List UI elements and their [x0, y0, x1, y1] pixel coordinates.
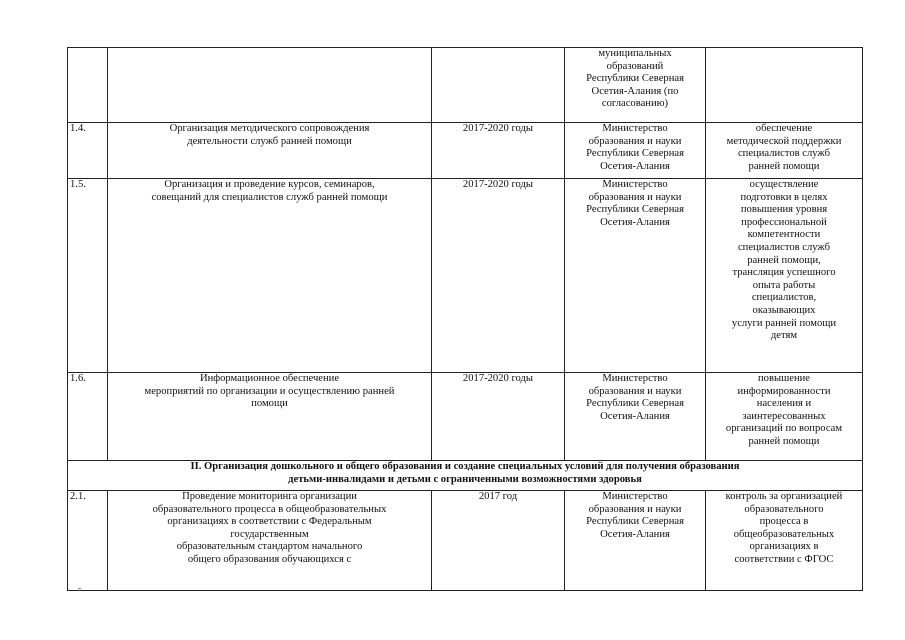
period-cell: 2017 год: [432, 491, 565, 591]
activity-cell: Организация методического сопровождения деятельности служб ранней помощи: [108, 123, 432, 179]
activity-cell: Проведение мониторинга организации образовательного процесса в общеобразовательных организациях в соответствии с Федеральным государственным образовательным стандартом начального общего образования обучающихся с: [108, 491, 432, 591]
result-cell: обеспечение методической поддержки специалистов служб ранней помощи: [706, 123, 863, 179]
period-cell: 2017-2020 годы: [432, 123, 565, 179]
activity-cell: Информационное обеспечение мероприятий по организации и осуществлению ранней помощи: [108, 373, 432, 461]
table-row: [68, 179, 863, 373]
table-row: [68, 491, 863, 591]
table-row: [68, 373, 863, 461]
result-cell: осуществление подготовки в целях повышения уровня профессиональной компетентности специалистов служб ранней помощи, трансляция успешного опыта работы специалистов, оказывающих услуги ранней помощи детям: [706, 179, 863, 373]
executor-cell: Министерство образования и науки Республики Северная Осетия-Алания: [565, 179, 706, 373]
activity-cell: [108, 48, 432, 123]
period-cell: [432, 48, 565, 123]
executor-cell: Министерство образования и науки Республики Северная Осетия-Алания: [565, 491, 706, 591]
section-header-row: [68, 461, 863, 491]
table-row: [68, 123, 863, 179]
period-cell: 2017-2020 годы: [432, 373, 565, 461]
row-number: 2.1.: [68, 491, 108, 591]
row-number: 1.6.: [68, 373, 108, 461]
program-table: [67, 47, 863, 591]
row-number: 1.5.: [68, 179, 108, 373]
section-title: II. Организация дошкольного и общего образования и создание специальных условий для получения образования детьми-инвалидами и детьми с ограниченными возможностями здоровья: [68, 461, 863, 491]
activity-cell: Организация и проведение курсов, семинаров, совещаний для специалистов служб ранней помощи: [108, 179, 432, 373]
executor-cell: муниципальных образований Республики Северная Осетия-Алания (по согласованию): [565, 48, 706, 123]
result-cell: повышение информированности населения и заинтересованных организаций по вопросам ранней помощи: [706, 373, 863, 461]
row-number: 1.4.: [68, 123, 108, 179]
executor-cell: Министерство образования и науки Республики Северная Осетия-Алания: [565, 373, 706, 461]
executor-cell: Министерство образования и науки Республики Северная Осетия-Алания: [565, 123, 706, 179]
table-row: [68, 48, 863, 123]
row-number: [68, 48, 108, 123]
result-cell: контроль за организацией образовательного процесса в общеобразовательных организациях в соответствии с ФГОС: [706, 491, 863, 591]
result-cell: [706, 48, 863, 123]
period-cell: 2017-2020 годы: [432, 179, 565, 373]
scan-mark: [78, 588, 81, 589]
